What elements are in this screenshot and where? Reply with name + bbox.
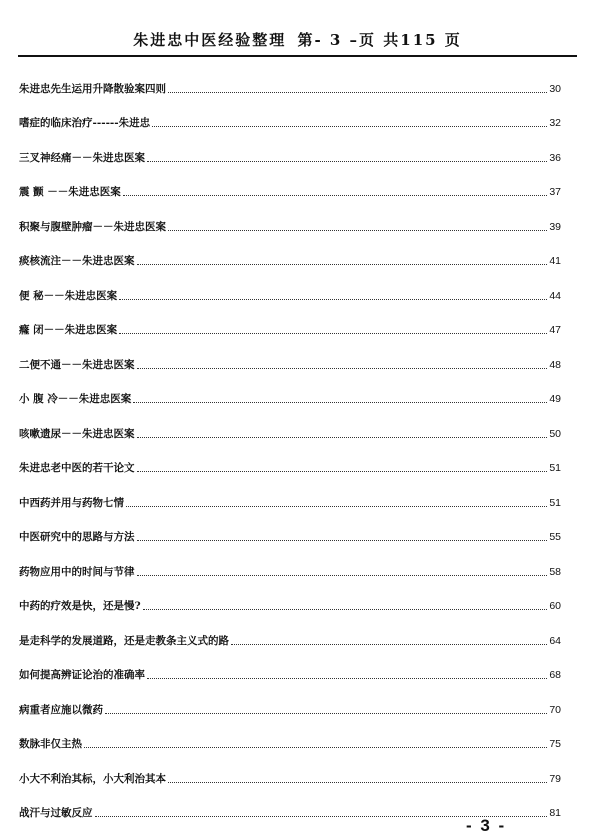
toc-entry-title: 三叉神经痛－－朱进忠医案: [19, 151, 145, 164]
toc-entry-title: 中医研究中的思路与方法: [19, 531, 135, 543]
toc-entry[interactable]: [19, 97, 561, 132]
toc-entry[interactable]: [19, 718, 561, 753]
dot-leader: [168, 229, 547, 231]
toc-entry[interactable]: [19, 166, 561, 201]
toc-entry-page: 48: [549, 358, 561, 371]
toc-entry[interactable]: [19, 235, 561, 270]
toc-entry[interactable]: [19, 200, 561, 235]
toc-entry-title: 如何提高辨证论治的准确率: [19, 669, 145, 681]
dot-leader: [168, 91, 547, 93]
toc-entry-title: 中药的疗效是快，还是慢?: [19, 600, 141, 612]
toc-entry-title: 二便不通－－朱进忠医案: [19, 358, 135, 371]
toc-entry-title: 战汗与过敏反应: [19, 807, 93, 819]
toc-entry-page: 64: [549, 634, 561, 647]
toc-entry-page: 75: [549, 738, 561, 750]
toc-entry[interactable]: [19, 545, 561, 580]
dot-leader: [105, 712, 547, 714]
toc-entry-title: 药物应用中的时间与节律: [19, 565, 135, 578]
toc-entry-page: 60: [549, 600, 561, 612]
toc-entry-page: 68: [549, 669, 561, 681]
toc-entry[interactable]: [19, 269, 561, 304]
toc-entry-page: 44: [549, 289, 561, 302]
dot-leader: [133, 401, 547, 403]
dot-leader: [84, 746, 547, 748]
toc-entry[interactable]: [19, 338, 561, 373]
toc-entry-title: 中西药并用与药物七情: [19, 496, 124, 509]
toc-entry-page: 41: [549, 255, 561, 267]
toc-entry-page: 50: [549, 427, 561, 440]
toc-entry-title: 数脉非仅主热: [19, 738, 82, 750]
dot-leader: [137, 436, 548, 438]
toc-entry-page: 81: [549, 807, 561, 819]
dot-leader: [143, 608, 548, 610]
toc-entry-page: 58: [549, 565, 561, 578]
toc-entry-title: 咳嗽遗尿－－朱进忠医案: [19, 427, 135, 440]
toc-entry-title: 小大不利治其标，小大利治其本: [19, 772, 166, 785]
toc-entry-page: 39: [549, 220, 561, 233]
toc-entry-title: 是走科学的发展道路，还是走教条主义式的路: [19, 634, 229, 647]
toc-entry[interactable]: [19, 614, 561, 649]
toc-entry-title: 癃 闭－－朱进忠医案: [19, 324, 118, 336]
dot-leader: [119, 298, 547, 300]
page-info: 第- 3 –页 共115 页: [297, 31, 462, 49]
dot-leader: [137, 367, 548, 369]
toc-entry-title: 病重者应施以微药: [19, 703, 103, 716]
toc-entry[interactable]: [19, 683, 561, 718]
toc-entry-title: 震 颤 －－朱进忠医案: [19, 186, 121, 198]
toc-entry[interactable]: [19, 62, 561, 97]
dot-leader: [119, 332, 547, 334]
toc-entry-title: 嗜症的临床治疗------朱进忠: [19, 117, 151, 129]
toc-entry-page: 47: [549, 324, 561, 336]
toc-entry-title: 小 腹 冷－－朱进忠医案: [19, 393, 132, 405]
toc-entry-page: 79: [549, 772, 561, 785]
dot-leader: [137, 574, 548, 576]
dot-leader: [123, 194, 548, 196]
table-of-contents: [19, 62, 561, 821]
dot-leader: [231, 643, 547, 645]
toc-entry[interactable]: [19, 511, 561, 546]
toc-entry[interactable]: [19, 304, 561, 339]
toc-entry-page: 49: [549, 393, 561, 405]
toc-entry-title: 朱进忠先生运用升降散验案四则: [19, 82, 166, 95]
dot-leader: [137, 539, 548, 541]
toc-entry-page: 70: [549, 703, 561, 716]
dot-leader: [147, 677, 547, 679]
toc-entry[interactable]: [19, 476, 561, 511]
document-title: 朱进忠中医经验整理: [133, 31, 287, 49]
dot-leader: [168, 781, 547, 783]
dot-leader: [147, 160, 547, 162]
dot-leader: [137, 263, 548, 265]
dot-leader: [126, 505, 547, 507]
dot-leader: [137, 470, 548, 472]
toc-entry-page: 32: [549, 117, 561, 129]
toc-entry-title: 积聚与腹壁肿瘤－－朱进忠医案: [19, 220, 166, 233]
toc-entry[interactable]: [19, 752, 561, 787]
toc-entry[interactable]: [19, 442, 561, 477]
toc-entry[interactable]: [19, 373, 561, 408]
toc-entry-page: 30: [549, 82, 561, 95]
toc-entry[interactable]: [19, 407, 561, 442]
page-header: [18, 29, 577, 57]
toc-entry[interactable]: [19, 649, 561, 684]
dot-leader: [152, 125, 547, 127]
page-number: - 3 -: [466, 816, 507, 835]
toc-entry-page: 55: [549, 531, 561, 543]
toc-entry[interactable]: [19, 580, 561, 615]
toc-entry-page: 37: [549, 186, 561, 198]
toc-entry-title: 便 秘－－朱进忠医案: [19, 289, 118, 302]
toc-entry-title: 痰核流注－－朱进忠医案: [19, 255, 135, 267]
toc-entry-page: 51: [549, 462, 561, 474]
toc-entry-title: 朱进忠老中医的若干论文: [19, 462, 135, 474]
toc-entry-page: 36: [549, 151, 561, 164]
toc-entry-page: 51: [549, 496, 561, 509]
toc-entry[interactable]: [19, 131, 561, 166]
